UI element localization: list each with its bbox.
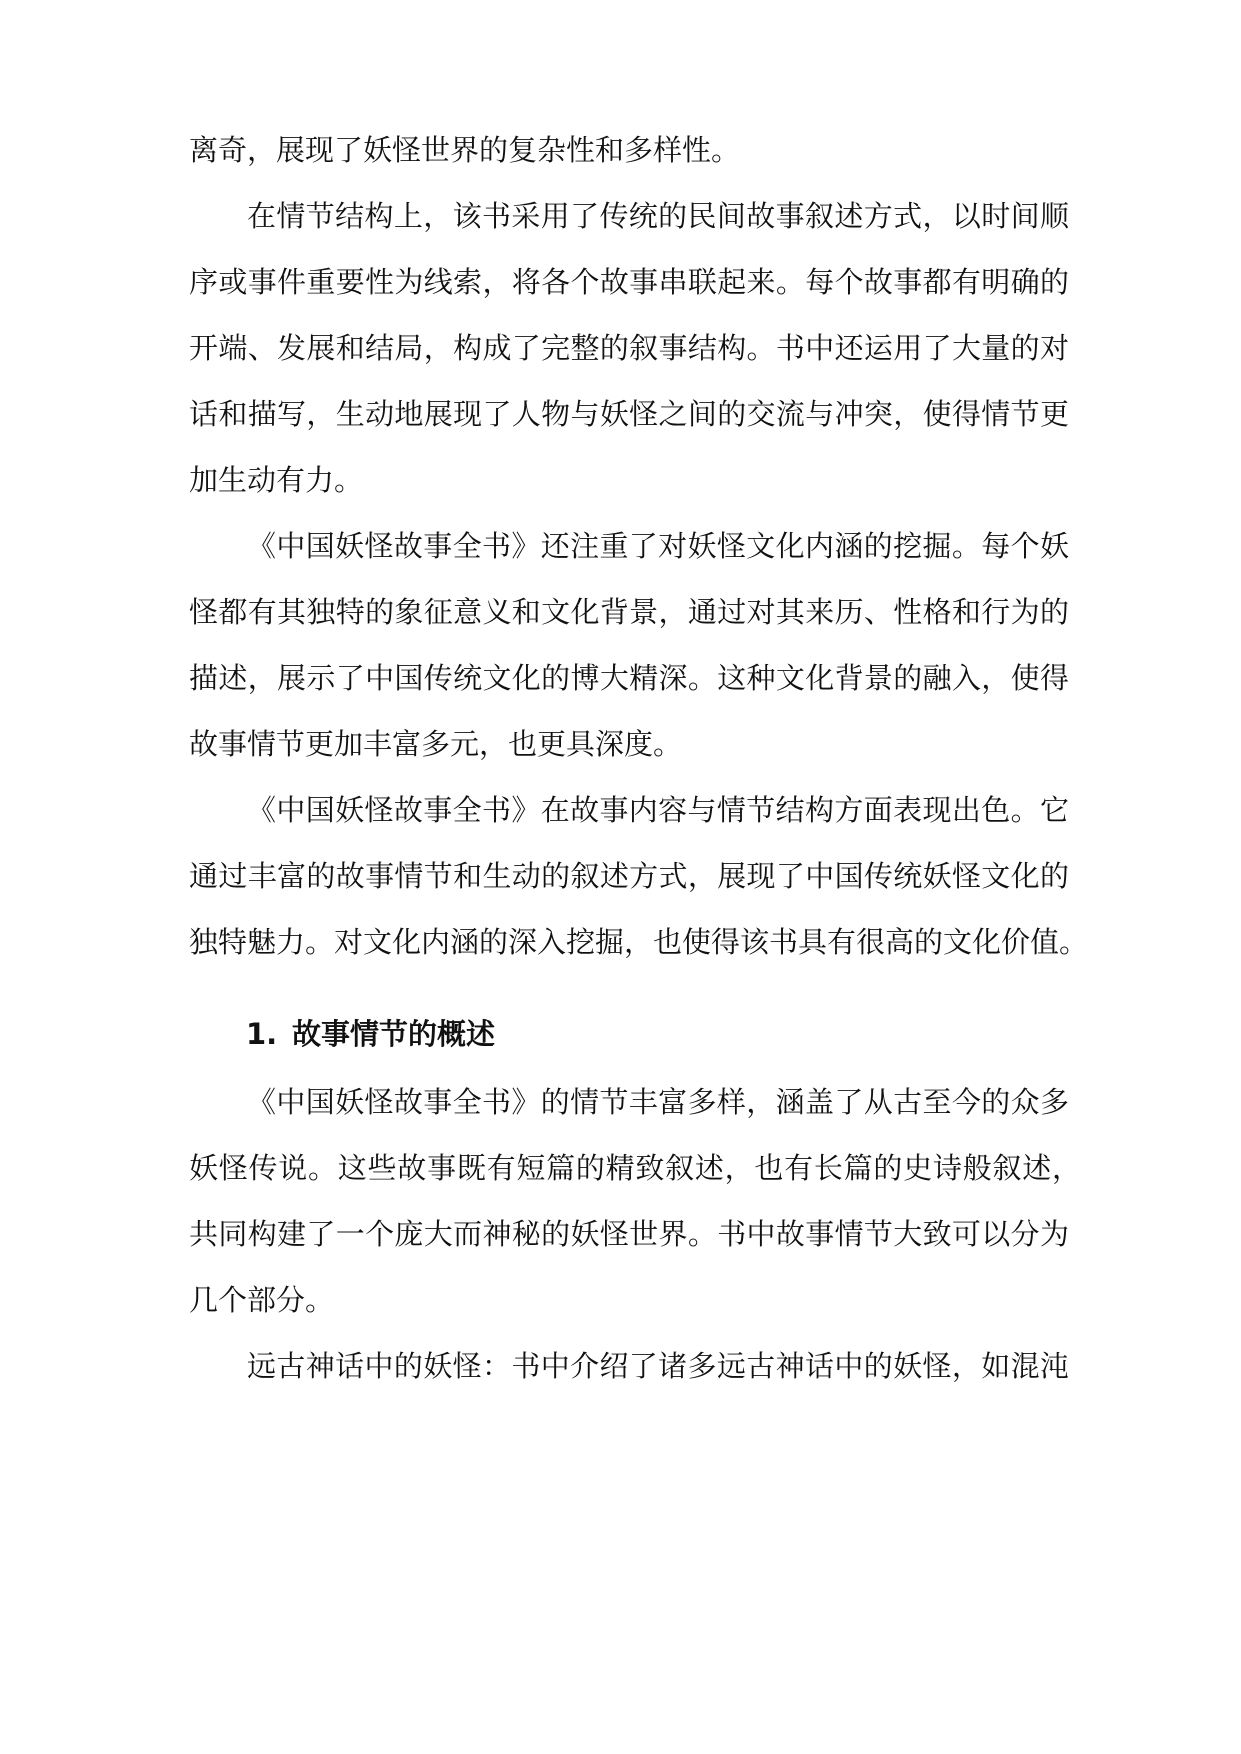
paragraph-line: 《中国妖怪故事全书》还注重了对妖怪文化内涵的挖掘。每个妖 bbox=[247, 529, 1069, 563]
paragraph-line: 开端、发展和结局，构成了完整的叙事结构。书中还运用了大量的对 bbox=[189, 331, 1069, 365]
paragraph-line: 独特魅力。对文化内涵的深入挖掘，也使得该书具有很高的文化价值。 bbox=[189, 925, 1089, 959]
paragraph-line: 话和描写，生动地展现了人物与妖怪之间的交流与冲突，使得情节更 bbox=[189, 397, 1069, 431]
paragraph-line: 在情节结构上，该书采用了传统的民间故事叙述方式，以时间顺 bbox=[247, 199, 1069, 233]
section-title: 故事情节的概述 bbox=[292, 1017, 496, 1051]
paragraph-line: 《中国妖怪故事全书》在故事内容与情节结构方面表现出色。它 bbox=[247, 793, 1069, 827]
section-number: 1. bbox=[246, 1017, 278, 1051]
paragraph-line: 序或事件重要性为线索，将各个故事串联起来。每个故事都有明确的 bbox=[189, 265, 1069, 299]
paragraph-line: 几个部分。 bbox=[189, 1283, 335, 1317]
paragraph-line: 通过丰富的故事情节和生动的叙述方式，展现了中国传统妖怪文化的 bbox=[189, 859, 1069, 893]
paragraph-line: 故事情节更加丰富多元，也更具深度。 bbox=[189, 727, 683, 761]
paragraph-line: 妖怪传说。这些故事既有短篇的精致叙述，也有长篇的史诗般叙述， bbox=[189, 1151, 1081, 1185]
paragraph-line: 共同构建了一个庞大而神秘的妖怪世界。书中故事情节大致可以分为 bbox=[189, 1217, 1069, 1251]
paragraph-line: 离奇，展现了妖怪世界的复杂性和多样性。 bbox=[189, 133, 741, 167]
section-heading bbox=[246, 1014, 495, 1054]
paragraph-line: 描述，展示了中国传统文化的博大精深。这种文化背景的融入，使得 bbox=[189, 661, 1069, 695]
paragraph-line: 远古神话中的妖怪：书中介绍了诸多远古神话中的妖怪，如混沌 bbox=[247, 1349, 1069, 1383]
paragraph-line: 《中国妖怪故事全书》的情节丰富多样，涵盖了从古至今的众多 bbox=[247, 1085, 1069, 1119]
paragraph-line: 加生动有力。 bbox=[189, 463, 364, 497]
paragraph-line: 怪都有其独特的象征意义和文化背景，通过对其来历、性格和行为的 bbox=[189, 595, 1069, 629]
